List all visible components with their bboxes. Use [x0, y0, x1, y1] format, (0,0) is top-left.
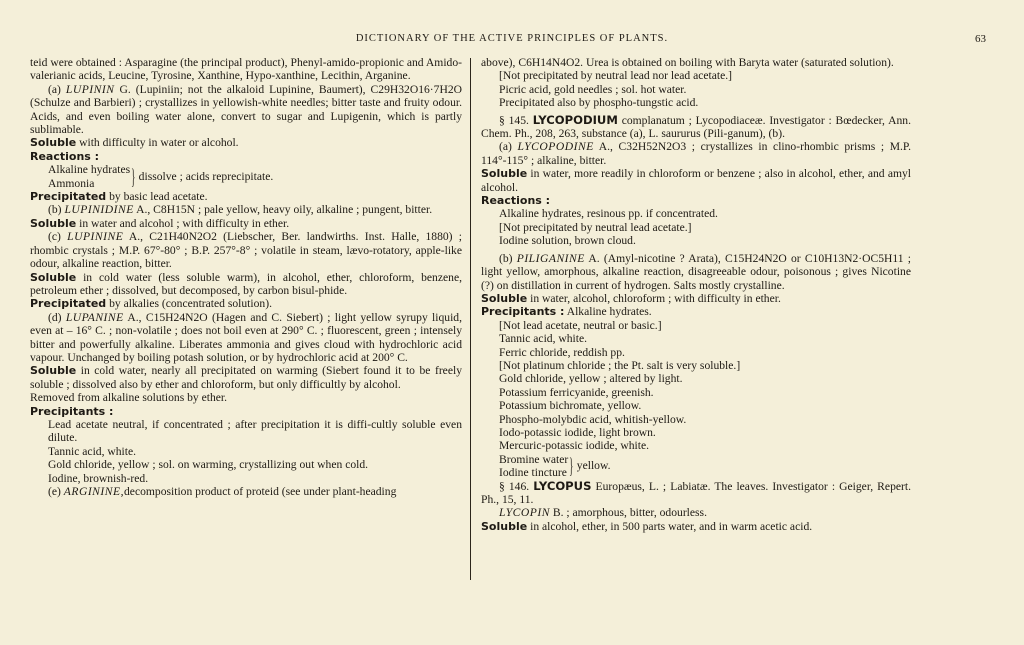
list-item: Phospho-molybdic acid, whitish-yellow. — [499, 412, 687, 426]
list-item: Iodine solution, brown cloud. — [499, 234, 636, 248]
list-item: Potassium bichromate, yellow. — [499, 399, 642, 413]
entry-name: ARGININE, — [63, 485, 124, 498]
entry-lycopodine: (a) LYCOPODINE A., C32H52N2O3 ; crystallizes in clino-rhombic prisms ; M.P. 114°-115° ; alkaline, bitter. — [481, 140, 911, 167]
list-item: Tannic acid, white. — [499, 332, 588, 346]
precipitated-line: Precipitated by alkalies (concentrated solution). — [30, 297, 272, 311]
section-145: § 145. LYCOPODIUM complanatum ; Lycopodiaceæ. Investigator : Bœdecker, Ann. Chem. Ph., 208, 263, substance (a), L. saururus (Pili-ganum), (b). — [481, 112, 911, 141]
list-item: Precipitated also by phospho-tungstic acid. — [499, 96, 699, 110]
list-item: [Not precipitated by neutral lead acetate.] — [499, 220, 692, 234]
entry-name: LUPININ — [65, 82, 115, 96]
entry-name: LUPANINE — [65, 310, 124, 324]
list-item: [Not precipitated by neutral lead nor lead acetate.] — [499, 69, 733, 83]
right-column — [481, 56, 911, 533]
section-146: § 146. LYCOPUS Europæus, L. ; Labiatæ. The leaves. Investigator : Geiger, Repert. Ph., 15, 11. — [481, 478, 911, 506]
entry-name: PILIGANINE — [516, 251, 585, 265]
soluble-line: Soluble in water, more readily in chloroform or benzene ; also in alcohol, ether, and amyl alcohol. — [481, 167, 911, 194]
list-item: Ferric chloride, reddish pp. — [499, 345, 625, 359]
section-name: LYCOPODIUM — [532, 112, 618, 127]
running-header — [0, 33, 1024, 49]
entry-lupinine: (c) LUPININE A., C21H40N2O2 (Liebscher, Ber. landwirths. Inst. Halle, 1880) ; rhombic crystals ; M.P. 67°-80° ; B.P. 257°-8° ; volatile in steam, lævo-rotatory, apple-like odour, alkaline reaction, bitter. — [30, 230, 463, 271]
precipitants-line: Precipitants : Alkaline hydrates. — [481, 305, 652, 319]
list-item: [Not lead acetate, neutral or basic.] — [499, 318, 662, 332]
entry-lupinin: (a) LUPININ G. (Lupiniin; not the alkaloid Lupinine, Baumert), C29H32O16·7H2O (Schulze and Barbieri) ; crystallizes in yellowish-white needles; bitter taste and fruity odour. Acids, and even boiling water alone, convert to sugar and Lupigenin, which is partly sublimable. — [30, 82, 463, 137]
precipitants-heading: Precipitants : — [30, 404, 114, 418]
soluble-line: Soluble in cold water (less soluble warm), in alcohol, ether, chloroform, benzene, petroleum ether ; dissolved, but decomposed, by carbon bisul-phide. — [30, 270, 462, 297]
entry-name: LUPININE — [67, 230, 124, 244]
list-item: Potassium ferricyanide, greenish. — [499, 385, 654, 399]
brace-glyph: } — [131, 163, 136, 189]
list-item: Lead acetate neutral, if concentrated ; after precipitation it is diffi-cultly soluble even dilute. — [48, 417, 462, 445]
soluble-line: Soluble in water and alcohol ; with difficulty in ether. — [30, 216, 290, 230]
section-name: LYCOPUS — [533, 478, 592, 493]
list-item: Iodo-potassic iodide, light brown. — [499, 425, 656, 439]
soluble-line: Soluble in cold water, nearly all precipitated on warming (Siebert found it to be freely soluble ; dissolved also by ether and chloroform, but only difficultly by alcohol. — [30, 364, 462, 391]
entry-lupanine: (d) LUPANINE A., C15H24N2O (Hagen and C. Siebert) ; light yellow syrupy liquid, even at – 16° C. ; non-volatile ; does not boil even at 290° C. ; fluorescent, green ; intensely bitter and powerfully alkaline. Liberates ammonia and gives cloud with hydrochloric acid vapour. Unchanged by boiling potash solution, or by hydrochloric acid at 200° C. — [30, 310, 462, 364]
left-column — [30, 56, 462, 498]
reactions-brace: Alkaline hydrates Ammonia } dissolve ; acids reprecipitate. — [48, 163, 274, 190]
paragraph: above), C6H14N4O2. Urea is obtained on boiling with Baryta water (saturated solution). — [481, 56, 894, 69]
entry-name: LYCOPIN — [499, 506, 550, 520]
soluble-line: Soluble with difficulty in water or alcohol. — [30, 136, 239, 150]
precipitated-line: Precipitated by basic lead acetate. — [30, 190, 208, 204]
list-item: Gold chloride, yellow ; altered by light. — [499, 372, 683, 386]
yellow-brace: Bromine water Iodine tincture } yellow. — [499, 452, 611, 480]
list-item: Iodine, brownish-red. — [48, 471, 149, 485]
soluble-line: Soluble in alcohol, ether, in 500 parts water, and in warm acetic acid. — [481, 519, 813, 533]
list-item: [Not platinum chloride ; the Pt. salt is very soluble.] — [499, 358, 741, 372]
entry-piliganine: (b) PILIGANINE A. (Amyl-nicotine ? Arata), C15H24N2O or C10H13N2·OC5H11 ; light yellow, amorphous, alkaline reaction, disagreeable odour, poisonous ; gives Nicotine (?) on distillation in current of hydrogen. Salts mostly crystalline. — [481, 251, 911, 292]
entry-arginine: (e) ARGININE,decomposition product of proteid (see under plant-heading — [48, 485, 397, 498]
reactions-heading: Reactions : — [481, 194, 551, 208]
reactions-heading: Reactions : — [30, 149, 100, 163]
paragraph: teid were obtained : Asparagine (the principal product), Phenyl-amido-propionic and Amido-valerianic acids, Leucine, Tyrosine, Xanthine, Hypo-xanthine, Lecithin, Arganine. — [30, 56, 462, 83]
list-item: Mercuric-potassic iodide, white. — [499, 439, 650, 453]
brace-glyph: } — [569, 453, 574, 479]
header-title: DICTIONARY OF THE ACTIVE PRINCIPLES OF PLANTS. — [355, 33, 669, 44]
list-item: Tannic acid, white. — [48, 444, 137, 458]
entry-name: LYCOPODINE — [517, 140, 594, 154]
entry-lupinidine: (b) LUPINIDINE A., C8H15N ; pale yellow, heavy oily, alkaline ; pungent, bitter. — [48, 203, 433, 217]
soluble-line: Soluble in water, alcohol, chloroform ; with difficulty in ether. — [481, 291, 781, 305]
list-item: Alkaline hydrates, resinous pp. if concentrated. — [499, 207, 718, 221]
list-item: Gold chloride, yellow ; sol. on warming, crystallizing out when cold. — [48, 458, 369, 472]
entry-lycopin: LYCOPIN B. ; amorphous, bitter, odourless. — [499, 506, 707, 520]
paragraph: Removed from alkaline solutions by ether. — [30, 391, 228, 405]
entry-name: LUPINIDINE — [64, 203, 134, 217]
page-number: 63 — [975, 33, 986, 45]
column-divider — [470, 58, 471, 580]
list-item: Picric acid, gold needles ; sol. hot water. — [499, 82, 687, 96]
